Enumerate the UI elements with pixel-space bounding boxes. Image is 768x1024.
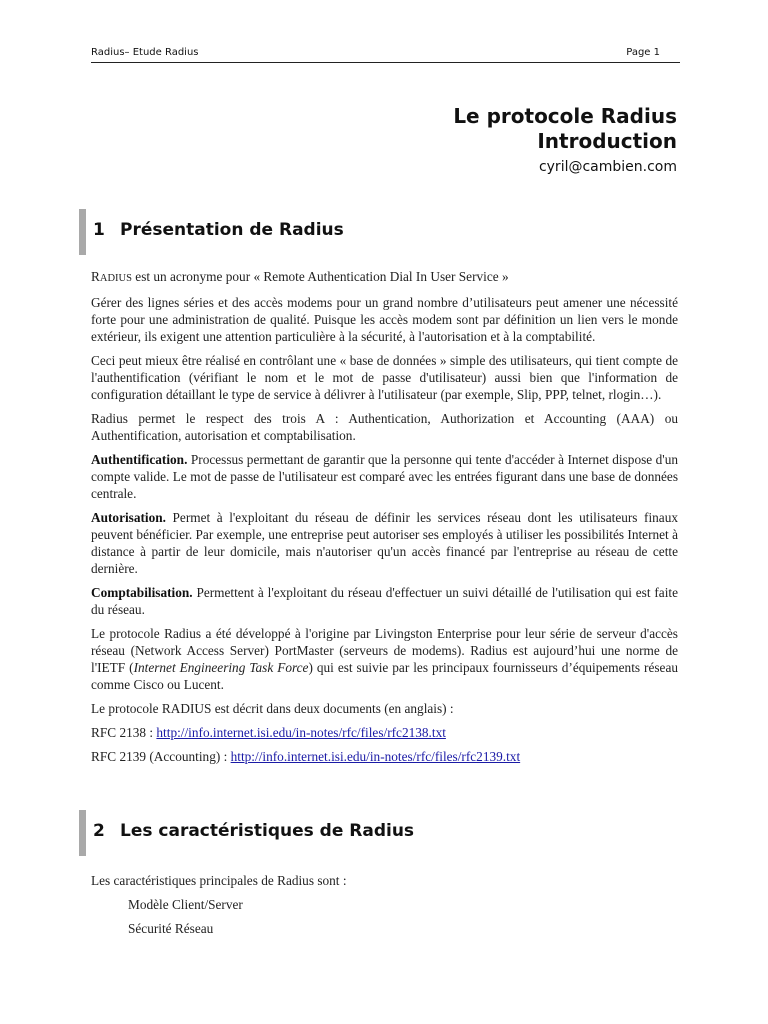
section-1-title: Présentation de Radius: [120, 220, 344, 240]
rfc-2139-link[interactable]: http://info.internet.isi.edu/in-notes/rfc/files/rfc2139.txt: [230, 749, 521, 764]
doc-subtitle: Introduction: [537, 129, 677, 153]
section-2-body: [91, 872, 678, 944]
list-item: Modèle Client/Server: [128, 897, 243, 912]
section-2-bar: [79, 810, 86, 856]
section-1-number: 1: [93, 220, 105, 240]
paragraph-authorization: Autorisation. Permet à l'exploitant du réseau de définir les services réseau dont les utilisateurs finaux peuvent bénéficier. Par exemple, une entreprise peut autoriser ses employés à utiliser les possibilités Internet à distance à partir de leur domicile, mais n'autoriser qu'un accès financé par l'entreprise au réseau de cette dernière.: [91, 510, 678, 576]
doc-title: Le protocole Radius: [453, 104, 677, 128]
paragraph-management: Gérer des lignes séries et des accès modems pour un grand nombre d’utilisateurs peut amener une nécessité forte pour une administration de qualité. Puisque les accès modem sont par définition un lien vers le monde extérieur, ils exigent une attention particulière à la sécurité, à l'autorisation et à la comptabilité.: [91, 295, 678, 344]
paragraph-database: Ceci peut mieux être réalisé en contrôlant une « base de données » simple des utilisateurs, qui tient compte de l'authentification (vérifiant le nom et le mot de passe d'utilisateur) aussi bien que l'information de configuration détaillant le type de service à délivrer à l'utilisateur (par exemple, Slip, PPP, telnet, rlogin…).: [91, 353, 678, 402]
paragraph-aaa: Radius permet le respect des trois A : Authentication, Authorization et Accounting (AAA) ou Authentification, autorisation et comptabilisation.: [91, 411, 678, 443]
header-page-number: Page 1: [626, 47, 660, 58]
title-block: [453, 104, 677, 175]
header-doc-title: Radius– Etude Radius: [91, 47, 199, 58]
paragraph-rfc-intro: Le protocole RADIUS est décrit dans deux documents (en anglais) :: [91, 701, 454, 716]
paragraph-features-intro: Les caractéristiques principales de Radius sont :: [91, 873, 347, 888]
rfc-2138-link[interactable]: http://info.internet.isi.edu/in-notes/rfc/files/rfc2138.txt: [156, 725, 446, 740]
author-email: cyril@cambien.com: [538, 159, 677, 175]
rfc-2139-line: RFC 2139 (Accounting) : http://info.internet.isi.edu/in-notes/rfc/files/rfc2139.txt: [91, 749, 521, 764]
section-1-bar: [79, 209, 86, 255]
section-1-heading: [79, 209, 679, 255]
section-2-title: Les caractéristiques de Radius: [120, 821, 415, 841]
section-2-heading: [79, 810, 679, 856]
paragraph-accounting: Comptabilisation. Permettent à l'exploitant du réseau d'effectuer un suivi détaillé de l'utilisation qui est faite du réseau.: [91, 585, 678, 617]
section-1-body: [91, 268, 678, 772]
paragraph-history: Le protocole Radius a été développé à l'origine par Livingston Enterprise pour leur série de serveur d'accès réseau (Network Access Server) PortMaster (serveurs de modems). Radius est aujourd’hui une norme de l'IETF (Internet Engineering Task Force) qui est suivie par les principaux fournisseurs d’équipements réseau comme Cisco ou Lucent.: [91, 626, 678, 692]
list-item: Sécurité Réseau: [128, 921, 214, 936]
page-header: [91, 46, 680, 63]
paragraph-authentication: Authentification. Processus permettant de garantir que la personne qui tente d'accéder à Internet dispose d'un compte valide. Le mot de passe de l'utilisateur est comparé avec les entrées figurant dans une base de données centrale.: [91, 452, 678, 501]
section-2-number: 2: [93, 821, 105, 841]
rfc-2138-line: RFC 2138 : http://info.internet.isi.edu/in-notes/rfc/files/rfc2138.txt: [91, 725, 446, 740]
paragraph-radius-acronym: RADIUS est un acronyme pour « Remote Authentication Dial In User Service »: [91, 269, 509, 284]
